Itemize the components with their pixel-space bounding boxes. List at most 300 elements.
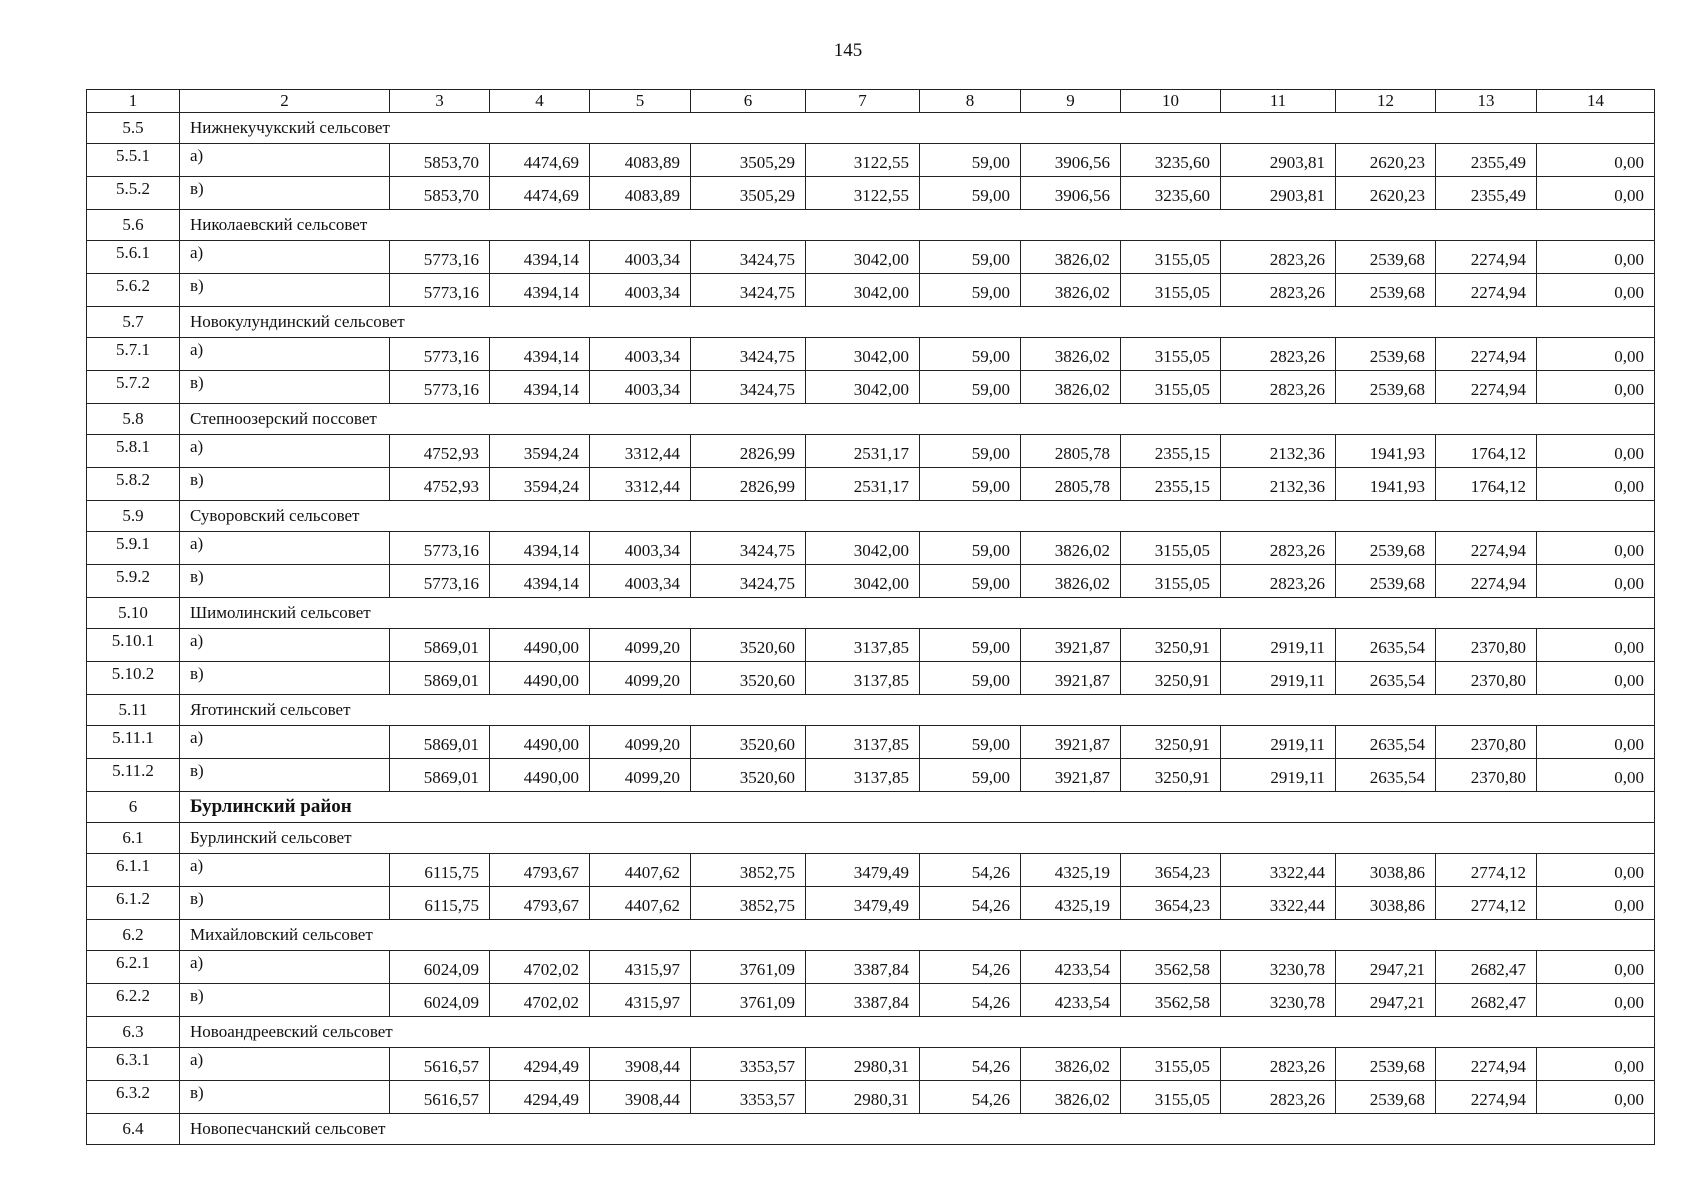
value-cell-col-7: 3387,84 [806,984,920,1017]
value-cell-col-6: 3424,75 [691,241,806,274]
district-name: Бурлинский район [180,792,1655,823]
column-header-10: 10 [1121,90,1221,113]
value-cell-col-12: 3038,86 [1336,887,1436,920]
value-cell-col-9: 3826,02 [1021,338,1121,371]
value-cell-col-5: 4407,62 [590,854,691,887]
row-label: а) [180,726,390,759]
value-cell-col-8: 59,00 [920,371,1021,404]
value-cell-col-6: 3852,75 [691,854,806,887]
value-cell-col-4: 4394,14 [490,241,590,274]
value-cell-col-6: 3761,09 [691,951,806,984]
value-cell-col-8: 54,26 [920,1048,1021,1081]
value-cell-col-11: 3230,78 [1221,951,1336,984]
value-cell-col-9: 4325,19 [1021,887,1121,920]
value-cell-col-4: 4394,14 [490,338,590,371]
value-cell-col-5: 4003,34 [590,241,691,274]
data-row [87,435,1655,468]
column-header-14: 14 [1537,90,1655,113]
row-code: 5.10 [87,598,180,629]
value-cell-col-5: 4315,97 [590,984,691,1017]
row-code: 6.2.2 [87,984,180,1017]
value-cell-col-6: 2826,99 [691,468,806,501]
tariff-table [86,89,1655,1145]
settlement-name: Степноозерский поссовет [180,404,1655,435]
row-label: а) [180,854,390,887]
column-header-9: 9 [1021,90,1121,113]
settlement-name: Бурлинский сельсовет [180,823,1655,854]
value-cell-col-9: 4233,54 [1021,984,1121,1017]
row-code: 5.11.1 [87,726,180,759]
data-row [87,629,1655,662]
column-header-13: 13 [1436,90,1537,113]
value-cell-col-5: 4083,89 [590,177,691,210]
column-header-12: 12 [1336,90,1436,113]
data-row [87,532,1655,565]
value-cell-col-12: 2539,68 [1336,274,1436,307]
settlement-row [87,501,1655,532]
column-header-11: 11 [1221,90,1336,113]
value-cell-col-4: 4394,14 [490,565,590,598]
value-cell-col-5: 4003,34 [590,371,691,404]
settlement-row [87,1114,1655,1145]
column-header-4: 4 [490,90,590,113]
settlement-row [87,695,1655,726]
column-header-6: 6 [691,90,806,113]
value-cell-col-5: 4003,34 [590,565,691,598]
value-cell-col-9: 4325,19 [1021,854,1121,887]
value-cell-col-4: 4490,00 [490,662,590,695]
value-cell-col-3: 6024,09 [390,984,490,1017]
value-cell-col-4: 4793,67 [490,887,590,920]
value-cell-col-8: 59,00 [920,759,1021,792]
value-cell-col-6: 3353,57 [691,1081,806,1114]
row-label: в) [180,274,390,307]
value-cell-col-7: 3042,00 [806,338,920,371]
row-code: 5.11 [87,695,180,726]
value-cell-col-3: 5773,16 [390,371,490,404]
value-cell-col-5: 3312,44 [590,468,691,501]
settlement-name: Новоандреевский сельсовет [180,1017,1655,1048]
row-code: 5.10.1 [87,629,180,662]
value-cell-col-8: 59,00 [920,726,1021,759]
row-label: а) [180,144,390,177]
settlement-row [87,307,1655,338]
value-cell-col-4: 4294,49 [490,1081,590,1114]
value-cell-col-5: 4099,20 [590,726,691,759]
value-cell-col-14: 0,00 [1537,468,1655,501]
value-cell-col-9: 2805,78 [1021,468,1121,501]
table-body [87,113,1655,1145]
value-cell-col-3: 5773,16 [390,274,490,307]
value-cell-col-13: 2370,80 [1436,629,1537,662]
value-cell-col-11: 2919,11 [1221,759,1336,792]
row-label: а) [180,629,390,662]
settlement-row [87,113,1655,144]
value-cell-col-12: 1941,93 [1336,435,1436,468]
value-cell-col-8: 59,00 [920,144,1021,177]
value-cell-col-11: 2919,11 [1221,629,1336,662]
settlement-row [87,1017,1655,1048]
value-cell-col-13: 2274,94 [1436,532,1537,565]
value-cell-col-8: 59,00 [920,468,1021,501]
value-cell-col-14: 0,00 [1537,726,1655,759]
value-cell-col-7: 3122,55 [806,144,920,177]
value-cell-col-9: 3826,02 [1021,371,1121,404]
value-cell-col-11: 2823,26 [1221,565,1336,598]
value-cell-col-12: 2539,68 [1336,565,1436,598]
value-cell-col-9: 3826,02 [1021,565,1121,598]
value-cell-col-9: 3826,02 [1021,1048,1121,1081]
value-cell-col-4: 4394,14 [490,532,590,565]
value-cell-col-12: 2539,68 [1336,532,1436,565]
value-cell-col-11: 2823,26 [1221,1081,1336,1114]
value-cell-col-11: 2823,26 [1221,371,1336,404]
data-row [87,241,1655,274]
value-cell-col-14: 0,00 [1537,532,1655,565]
value-cell-col-4: 4490,00 [490,759,590,792]
value-cell-col-12: 2635,54 [1336,759,1436,792]
value-cell-col-6: 3424,75 [691,565,806,598]
settlement-name: Нижнекучукский сельсовет [180,113,1655,144]
value-cell-col-12: 2620,23 [1336,177,1436,210]
value-cell-col-7: 2531,17 [806,435,920,468]
value-cell-col-8: 59,00 [920,435,1021,468]
value-cell-col-7: 3479,49 [806,887,920,920]
value-cell-col-6: 3424,75 [691,371,806,404]
value-cell-col-4: 4702,02 [490,951,590,984]
value-cell-col-9: 3921,87 [1021,662,1121,695]
value-cell-col-12: 2620,23 [1336,144,1436,177]
value-cell-col-10: 3235,60 [1121,177,1221,210]
row-code: 5.6.2 [87,274,180,307]
value-cell-col-7: 2980,31 [806,1081,920,1114]
value-cell-col-3: 6115,75 [390,887,490,920]
data-row [87,1081,1655,1114]
value-cell-col-13: 2355,49 [1436,144,1537,177]
row-code: 6.3.2 [87,1081,180,1114]
value-cell-col-13: 2370,80 [1436,759,1537,792]
row-code: 5.5 [87,113,180,144]
value-cell-col-3: 5773,16 [390,532,490,565]
row-label: а) [180,1048,390,1081]
value-cell-col-3: 5869,01 [390,629,490,662]
row-code: 5.8 [87,404,180,435]
value-cell-col-12: 2539,68 [1336,1081,1436,1114]
value-cell-col-3: 5616,57 [390,1081,490,1114]
data-row [87,565,1655,598]
value-cell-col-12: 2947,21 [1336,984,1436,1017]
row-label: а) [180,338,390,371]
column-header-8: 8 [920,90,1021,113]
settlement-name: Шимолинский сельсовет [180,598,1655,629]
data-row [87,274,1655,307]
value-cell-col-9: 2805,78 [1021,435,1121,468]
row-code: 5.5.1 [87,144,180,177]
value-cell-col-4: 4702,02 [490,984,590,1017]
value-cell-col-11: 2919,11 [1221,726,1336,759]
value-cell-col-11: 2132,36 [1221,468,1336,501]
data-row [87,662,1655,695]
value-cell-col-7: 3042,00 [806,565,920,598]
row-code: 6.1.2 [87,887,180,920]
column-header-2: 2 [180,90,390,113]
value-cell-col-3: 5616,57 [390,1048,490,1081]
value-cell-col-6: 3520,60 [691,662,806,695]
data-row [87,468,1655,501]
value-cell-col-10: 3235,60 [1121,144,1221,177]
value-cell-col-10: 3155,05 [1121,241,1221,274]
value-cell-col-6: 3852,75 [691,887,806,920]
settlement-name: Новопесчанский сельсовет [180,1114,1655,1145]
value-cell-col-14: 0,00 [1537,177,1655,210]
value-cell-col-12: 2635,54 [1336,662,1436,695]
value-cell-col-7: 2531,17 [806,468,920,501]
value-cell-col-4: 4394,14 [490,371,590,404]
value-cell-col-7: 3137,85 [806,759,920,792]
row-code: 5.5.2 [87,177,180,210]
value-cell-col-14: 0,00 [1537,144,1655,177]
row-code: 6.3 [87,1017,180,1048]
value-cell-col-9: 3826,02 [1021,532,1121,565]
value-cell-col-3: 6115,75 [390,854,490,887]
data-row [87,887,1655,920]
row-label: в) [180,565,390,598]
value-cell-col-6: 3353,57 [691,1048,806,1081]
district-row [87,792,1655,823]
value-cell-col-3: 5853,70 [390,177,490,210]
value-cell-col-10: 3654,23 [1121,854,1221,887]
value-cell-col-7: 3122,55 [806,177,920,210]
row-label: в) [180,887,390,920]
data-row [87,1048,1655,1081]
value-cell-col-14: 0,00 [1537,662,1655,695]
value-cell-col-7: 3042,00 [806,274,920,307]
value-cell-col-8: 59,00 [920,565,1021,598]
settlement-row [87,920,1655,951]
row-code: 5.7.2 [87,371,180,404]
value-cell-col-3: 4752,93 [390,468,490,501]
data-row [87,984,1655,1017]
value-cell-col-3: 5773,16 [390,338,490,371]
value-cell-col-6: 3424,75 [691,274,806,307]
value-cell-col-3: 6024,09 [390,951,490,984]
row-label: а) [180,951,390,984]
value-cell-col-14: 0,00 [1537,274,1655,307]
row-code: 6.2 [87,920,180,951]
value-cell-col-11: 2823,26 [1221,1048,1336,1081]
data-row [87,854,1655,887]
value-cell-col-14: 0,00 [1537,984,1655,1017]
value-cell-col-13: 2274,94 [1436,1048,1537,1081]
row-code: 5.8.1 [87,435,180,468]
row-code: 6.1 [87,823,180,854]
value-cell-col-4: 3594,24 [490,468,590,501]
settlement-row [87,404,1655,435]
value-cell-col-5: 4003,34 [590,532,691,565]
value-cell-col-5: 3312,44 [590,435,691,468]
value-cell-col-13: 1764,12 [1436,435,1537,468]
row-label: в) [180,984,390,1017]
row-code: 5.11.2 [87,759,180,792]
value-cell-col-9: 3826,02 [1021,1081,1121,1114]
row-code: 5.7.1 [87,338,180,371]
row-code: 6.4 [87,1114,180,1145]
row-code: 6.2.1 [87,951,180,984]
value-cell-col-14: 0,00 [1537,435,1655,468]
value-cell-col-10: 3155,05 [1121,565,1221,598]
row-code: 5.7 [87,307,180,338]
settlement-row [87,210,1655,241]
value-cell-col-13: 2274,94 [1436,241,1537,274]
value-cell-col-13: 2274,94 [1436,1081,1537,1114]
data-row [87,759,1655,792]
row-label: а) [180,435,390,468]
value-cell-col-12: 2539,68 [1336,371,1436,404]
settlement-row [87,598,1655,629]
value-cell-col-13: 2274,94 [1436,371,1537,404]
value-cell-col-8: 59,00 [920,177,1021,210]
row-label: в) [180,662,390,695]
value-cell-col-5: 3908,44 [590,1048,691,1081]
value-cell-col-11: 2903,81 [1221,177,1336,210]
value-cell-col-8: 54,26 [920,854,1021,887]
value-cell-col-10: 2355,15 [1121,435,1221,468]
value-cell-col-4: 4474,69 [490,144,590,177]
column-header-5: 5 [590,90,691,113]
data-row [87,371,1655,404]
value-cell-col-6: 3505,29 [691,177,806,210]
row-code: 5.10.2 [87,662,180,695]
value-cell-col-13: 2774,12 [1436,887,1537,920]
value-cell-col-6: 3520,60 [691,726,806,759]
value-cell-col-8: 59,00 [920,662,1021,695]
value-cell-col-7: 3042,00 [806,241,920,274]
value-cell-col-8: 59,00 [920,274,1021,307]
row-label: в) [180,468,390,501]
value-cell-col-14: 0,00 [1537,338,1655,371]
value-cell-col-13: 2370,80 [1436,726,1537,759]
value-cell-col-4: 4394,14 [490,274,590,307]
value-cell-col-4: 3594,24 [490,435,590,468]
data-row [87,338,1655,371]
value-cell-col-10: 3155,05 [1121,532,1221,565]
value-cell-col-9: 3921,87 [1021,726,1121,759]
value-cell-col-10: 3155,05 [1121,371,1221,404]
value-cell-col-12: 1941,93 [1336,468,1436,501]
settlement-name: Суворовский сельсовет [180,501,1655,532]
value-cell-col-14: 0,00 [1537,759,1655,792]
value-cell-col-8: 54,26 [920,887,1021,920]
value-cell-col-9: 3826,02 [1021,274,1121,307]
value-cell-col-7: 3137,85 [806,629,920,662]
row-label: а) [180,532,390,565]
value-cell-col-7: 3137,85 [806,726,920,759]
value-cell-col-7: 3137,85 [806,662,920,695]
value-cell-col-10: 3155,05 [1121,274,1221,307]
row-code: 6 [87,792,180,823]
value-cell-col-5: 4083,89 [590,144,691,177]
value-cell-col-14: 0,00 [1537,887,1655,920]
row-code: 5.9.1 [87,532,180,565]
value-cell-col-3: 5773,16 [390,565,490,598]
value-cell-col-12: 2539,68 [1336,1048,1436,1081]
row-code: 5.6.1 [87,241,180,274]
value-cell-col-5: 4003,34 [590,338,691,371]
settlement-name: Михайловский сельсовет [180,920,1655,951]
row-label: в) [180,371,390,404]
value-cell-col-8: 59,00 [920,629,1021,662]
value-cell-col-10: 3250,91 [1121,629,1221,662]
value-cell-col-8: 59,00 [920,241,1021,274]
value-cell-col-4: 4474,69 [490,177,590,210]
row-code: 5.8.2 [87,468,180,501]
settlement-name: Яготинский сельсовет [180,695,1655,726]
value-cell-col-8: 54,26 [920,951,1021,984]
value-cell-col-14: 0,00 [1537,951,1655,984]
value-cell-col-8: 59,00 [920,338,1021,371]
data-row [87,951,1655,984]
column-header-1: 1 [87,90,180,113]
value-cell-col-8: 54,26 [920,1081,1021,1114]
value-cell-col-14: 0,00 [1537,854,1655,887]
value-cell-col-11: 2823,26 [1221,532,1336,565]
value-cell-col-12: 2947,21 [1336,951,1436,984]
row-code: 6.3.1 [87,1048,180,1081]
column-header-3: 3 [390,90,490,113]
value-cell-col-11: 2823,26 [1221,274,1336,307]
value-cell-col-11: 2823,26 [1221,338,1336,371]
value-cell-col-6: 3761,09 [691,984,806,1017]
value-cell-col-10: 2355,15 [1121,468,1221,501]
row-label: а) [180,241,390,274]
value-cell-col-3: 5773,16 [390,241,490,274]
value-cell-col-4: 4294,49 [490,1048,590,1081]
value-cell-col-6: 3505,29 [691,144,806,177]
value-cell-col-3: 5853,70 [390,144,490,177]
table-header [87,90,1655,113]
value-cell-col-3: 4752,93 [390,435,490,468]
value-cell-col-13: 2682,47 [1436,984,1537,1017]
row-label: в) [180,1081,390,1114]
value-cell-col-12: 3038,86 [1336,854,1436,887]
value-cell-col-12: 2539,68 [1336,241,1436,274]
value-cell-col-10: 3155,05 [1121,1081,1221,1114]
value-cell-col-5: 4315,97 [590,951,691,984]
value-cell-col-3: 5869,01 [390,726,490,759]
value-cell-col-7: 3387,84 [806,951,920,984]
value-cell-col-9: 3921,87 [1021,759,1121,792]
value-cell-col-10: 3155,05 [1121,338,1221,371]
row-code: 5.9 [87,501,180,532]
value-cell-col-14: 0,00 [1537,371,1655,404]
value-cell-col-14: 0,00 [1537,1048,1655,1081]
value-cell-col-11: 2903,81 [1221,144,1336,177]
row-code: 6.1.1 [87,854,180,887]
value-cell-col-10: 3562,58 [1121,984,1221,1017]
value-cell-col-9: 3906,56 [1021,144,1121,177]
data-row [87,726,1655,759]
row-label: в) [180,759,390,792]
row-label: в) [180,177,390,210]
data-row [87,144,1655,177]
value-cell-col-9: 3906,56 [1021,177,1121,210]
value-cell-col-5: 4099,20 [590,662,691,695]
row-code: 5.9.2 [87,565,180,598]
value-cell-col-11: 2132,36 [1221,435,1336,468]
header-row [87,90,1655,113]
value-cell-col-13: 1764,12 [1436,468,1537,501]
data-row [87,177,1655,210]
